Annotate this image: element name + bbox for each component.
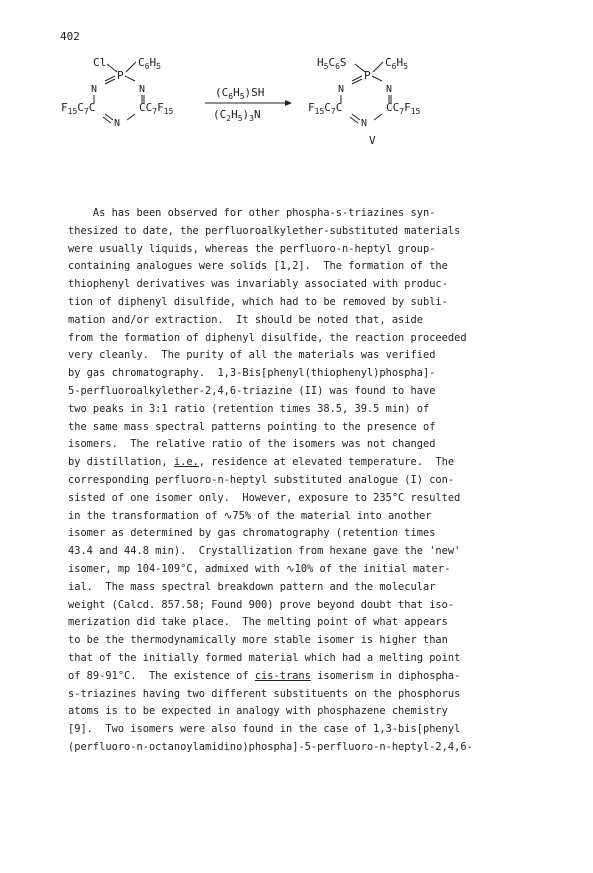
text-line: isomer as determined by gas chromatography (retention times [68, 527, 436, 540]
text-line: mation and/or extraction. It should be noted that, aside [68, 313, 423, 326]
text-line: containing analogues were solids [1,2]. The formation of the [68, 260, 448, 273]
text-line: thiophenyl derivatives was invariably associated with produc- [68, 278, 448, 291]
reactant-structure [61, 56, 174, 129]
text-line: two peaks in 3:1 ratio (retention times 38.5, 39.5 min) of [68, 402, 430, 415]
text-line: were usually liquids, whereas the perfluoro-n-heptyl group- [68, 242, 436, 255]
text-line: weight (Calcd. 857.58; Found 900) prove beyond doubt that iso- [68, 598, 455, 611]
text-line: sisted of one isomer only. However, exposure to 235°C resulted [68, 491, 461, 504]
text-line: isomer, mp 104-109°C, admixed with ∿10% of the initial mater- [68, 562, 451, 575]
reagent-top: $(C_6H_5)SH$ [215, 86, 265, 101]
text-line: very cleanly. The purity of all the materials was verified [68, 349, 436, 362]
text-line: in the transformation of ∿75% of the material into another [68, 509, 432, 522]
text-line [68, 454, 538, 472]
text-line: ial. The mass spectral breakdown pattern and the molecular [68, 580, 436, 593]
reaction-arrow-group [205, 86, 292, 123]
text-segment: , residence at elevated temperature. The [198, 456, 455, 469]
reactant-n-left: N [91, 84, 98, 95]
product-c6h5: $C_6H_5$ [385, 56, 408, 71]
text-line: (perfluoro-n-octanoylamidino)phospha]-5-perfluoro-n-heptyl-2,4,6- [68, 740, 473, 753]
text-line: from the formation of diphenyl disulfide, the reaction proceeded [68, 331, 467, 344]
product-structure [308, 56, 421, 147]
text-line: [9]. Two isomers were also found in the case of 1,3-bis[phenyl [68, 723, 461, 736]
product-n-left: N [338, 84, 345, 95]
reagent-bottom: $(C_2H_5)_3N$ [213, 108, 261, 123]
text-line: 5-perfluoroalkylether-2,4,6-triazine (II) was found to have [68, 384, 436, 397]
product-right-group: $CC_7F_{15}$ [386, 101, 421, 116]
body-paragraph [68, 205, 538, 757]
reactant-cl: Cl [93, 56, 107, 69]
reactant-n-right: N [139, 84, 146, 95]
text-line: by gas chromatography. 1,3-Bis[phenyl(thiophenyl)phospha]- [68, 367, 436, 380]
product-n-bottom: N [361, 118, 368, 129]
reactant-left-group: $F_{15}C_7C$ [61, 101, 96, 116]
text-line: tion of diphenyl disulfide, which had to be removed by subli- [68, 295, 448, 308]
text-line [68, 668, 538, 686]
text-line: thesized to date, the perfluoroalkylether-substituted materials [68, 224, 461, 237]
text-line: merization did take place. The melting point of what appears [68, 616, 448, 629]
text-line: atoms is to be expected in analogy with phosphazene chemistry [68, 705, 448, 718]
text-segment: of 89-91°C. The existence of [68, 669, 255, 682]
text-line: isomers. The relative ratio of the isomers was not changed [68, 438, 436, 451]
text-line: corresponding perfluoro-n-heptyl substituted analogue (I) con- [68, 473, 455, 486]
text-line: the same mass spectral patterns pointing to the presence of [68, 420, 436, 433]
product-left-group: $F_{15}C_7C$ [308, 101, 343, 116]
compound-label-v: V [369, 134, 376, 147]
text-line: As has been observed for other phospha-s-triazines syn- [68, 207, 436, 219]
cis-trans-underlined: cis-trans [254, 669, 311, 682]
reactant-c6h5: $C_6H_5$ [138, 56, 161, 71]
ie-underlined: i.e. [173, 456, 199, 469]
text-segment: by distillation, [68, 456, 174, 469]
text-line: 43.4 and 44.8 min). Crystallization from hexane gave the 'new' [68, 545, 461, 558]
product-h5c6s: $H_5C_6S$ [317, 56, 347, 71]
page-number: 402 [60, 30, 80, 43]
reactant-p: P [117, 69, 124, 82]
reactant-n-bottom: N [114, 118, 121, 129]
text-segment: isomerism in diphospha- [310, 669, 461, 682]
text-line: that of the initially formed material which had a melting point [68, 651, 461, 664]
text-line: s-triazines having two different substituents on the phosphorus [68, 687, 461, 700]
reactant-right-group: $CC_7F_{15}$ [139, 101, 174, 116]
text-line: to be the thermodynamically more stable isomer is higher than [68, 634, 448, 647]
reaction-scheme [55, 48, 535, 158]
product-n-right: N [386, 84, 393, 95]
product-p: P [364, 69, 371, 82]
